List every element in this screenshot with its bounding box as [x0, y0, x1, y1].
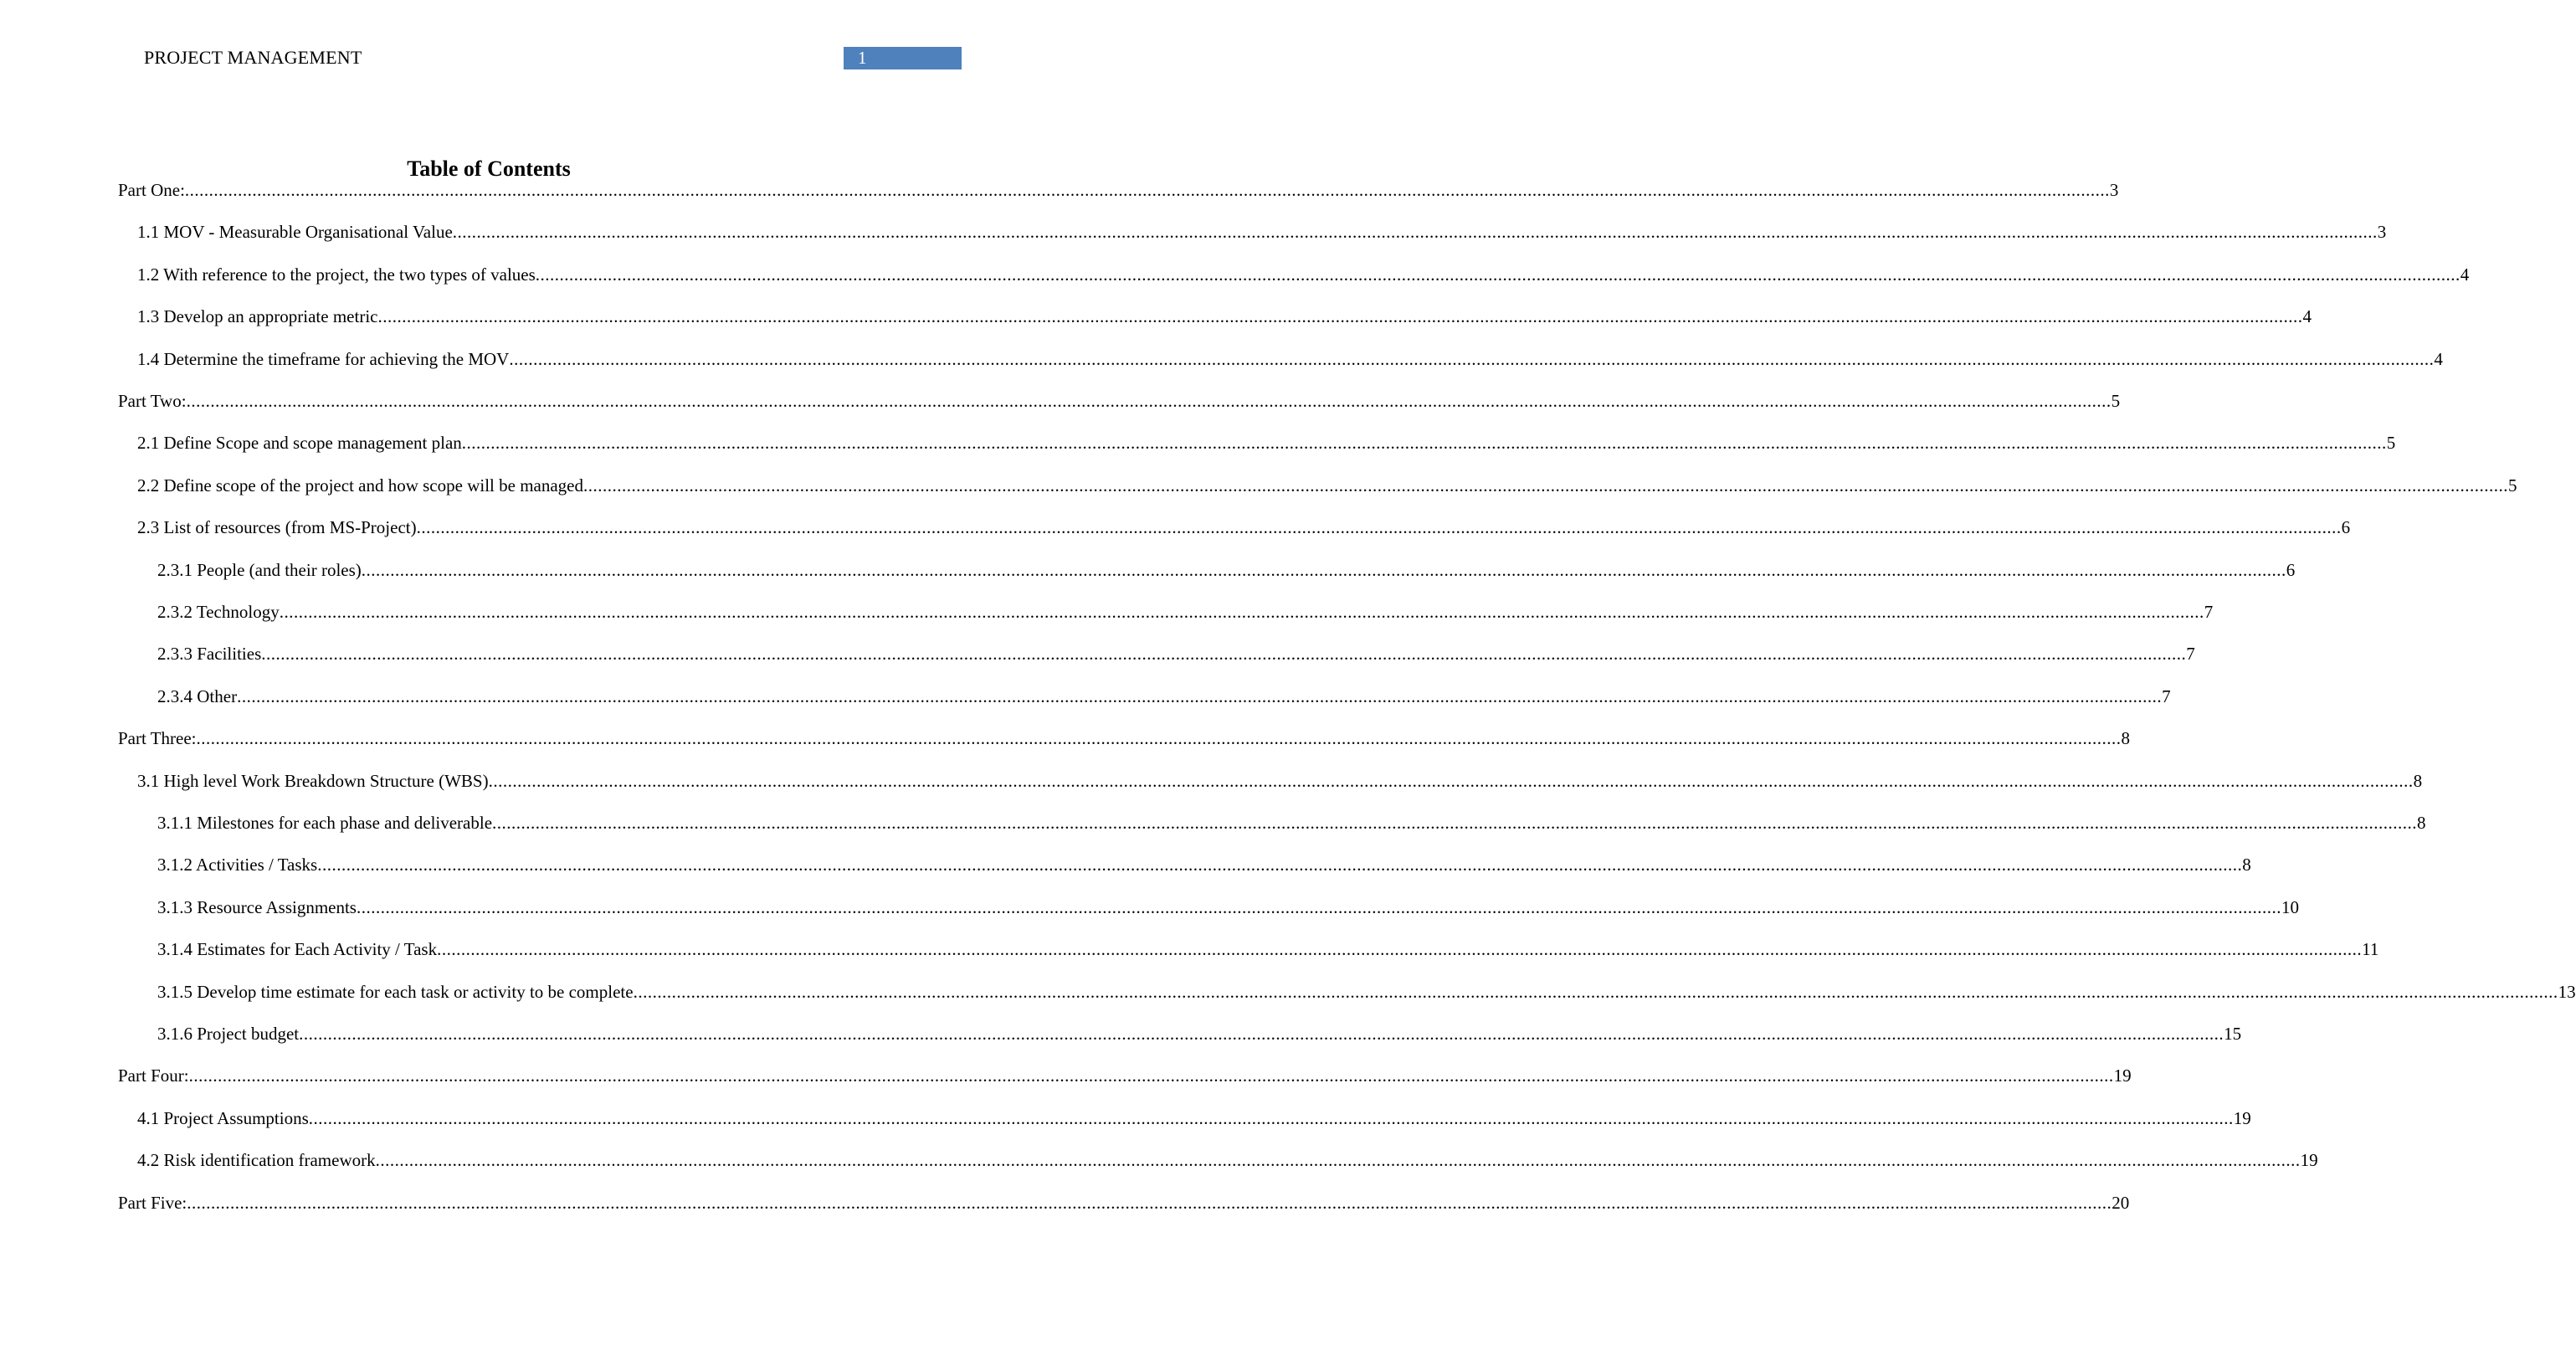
toc-dot-leader: ................................................................................................................................................................................................................................................................................................................................................................................................................ — [196, 728, 2122, 749]
toc-entry-page: 3 — [2109, 180, 2119, 200]
toc-entry[interactable] — [137, 262, 2470, 287]
toc-dot-leader: ................................................................................................................................................................................................................................................................................................................................................................................................................ — [361, 559, 2286, 580]
toc-entry-label: 2.3.3 Facilities — [157, 644, 262, 665]
toc-entry-page: 13 — [2558, 981, 2576, 1002]
toc-entry[interactable] — [157, 1021, 2242, 1046]
toc-dot-leader: ................................................................................................................................................................................................................................................................................................................................................................................................................ — [317, 855, 2243, 875]
toc-entry-label: Part Five: — [118, 1192, 187, 1213]
toc-entry[interactable] — [137, 219, 2387, 244]
toc-dot-leader: ................................................................................................................................................................................................................................................................................................................................................................................................................ — [488, 770, 2414, 791]
toc-heading: Table of Contents — [407, 157, 571, 181]
toc-dot-leader: ................................................................................................................................................................................................................................................................................................................................................................................................................ — [437, 939, 2363, 960]
toc-dot-leader: ................................................................................................................................................................................................................................................................................................................................................................................................................ — [184, 180, 2110, 200]
toc-entry-page: 3 — [2377, 222, 2387, 243]
toc-entry[interactable] — [157, 641, 2195, 666]
toc-entry[interactable] — [157, 599, 2214, 624]
toc-dot-leader: ................................................................................................................................................................................................................................................................................................................................................................................................................ — [261, 644, 2187, 665]
toc-entry-label: 4.2 Risk identification framework — [137, 1150, 376, 1171]
toc-entry[interactable] — [157, 852, 2251, 877]
toc-dot-leader: ................................................................................................................................................................................................................................................................................................................................................................................................................ — [188, 1065, 2114, 1086]
toc-entry[interactable] — [137, 430, 2396, 455]
toc-entry-page: 4 — [2302, 306, 2312, 327]
toc-entry-label: 2.3.2 Technology — [157, 602, 280, 622]
toc-entry-page: 11 — [2362, 939, 2379, 960]
toc-entry[interactable] — [157, 684, 2171, 709]
toc-entry-page: 19 — [2113, 1065, 2132, 1086]
toc-dot-leader: ................................................................................................................................................................................................................................................................................................................................................................................................................ — [583, 475, 2508, 496]
toc-entry[interactable] — [157, 895, 2299, 920]
toc-entry-label: 2.3 List of resources (from MS-Project) — [137, 517, 417, 538]
toc-entry-label: 2.3.1 People (and their roles) — [157, 559, 362, 580]
toc-dot-leader: ................................................................................................................................................................................................................................................................................................................................................................................................................ — [416, 517, 2342, 538]
toc-entry-page: 7 — [2204, 602, 2214, 622]
toc-entry-label: Part Four: — [118, 1065, 189, 1086]
toc-entry-page: 6 — [2286, 559, 2296, 580]
toc-entry-page: 8 — [2417, 813, 2426, 833]
toc-dot-leader: ................................................................................................................................................................................................................................................................................................................................................................................................................ — [461, 433, 2387, 454]
toc-entry-label: Part One: — [118, 180, 185, 200]
toc-dot-leader: ................................................................................................................................................................................................................................................................................................................................................................................................................ — [187, 1192, 2112, 1213]
toc-entry[interactable] — [157, 557, 2296, 583]
toc-entry[interactable] — [157, 937, 2379, 962]
toc-entry[interactable] — [157, 979, 2576, 1004]
toc-entry[interactable] — [137, 304, 2312, 329]
toc-dot-leader: ................................................................................................................................................................................................................................................................................................................................................................................................................ — [509, 348, 2435, 369]
toc-entry[interactable] — [118, 1063, 2132, 1088]
toc-entry-label: 1.1 MOV - Measurable Organisational Value — [137, 222, 453, 243]
toc-entry[interactable] — [137, 473, 2517, 498]
toc-entry-label: 3.1.2 Activities / Tasks — [157, 855, 318, 875]
toc-entry-page: 10 — [2281, 896, 2299, 917]
toc-entry-label: 2.3.4 Other — [157, 686, 238, 706]
toc-entry[interactable] — [137, 768, 2423, 793]
toc-entry-label: Part Three: — [118, 728, 197, 749]
toc-entry-label: 1.2 With reference to the project, the two types of values — [137, 264, 536, 285]
toc-entry-label: 1.4 Determine the timeframe for achieving the MOV — [137, 348, 510, 369]
toc-entry-page: 8 — [2242, 855, 2251, 875]
toc-entry-page: 19 — [2233, 1107, 2251, 1128]
toc-entry-label: 3.1.3 Resource Assignments — [157, 896, 357, 917]
toc-entry-page: 7 — [2186, 644, 2195, 665]
toc-dot-leader: ................................................................................................................................................................................................................................................................................................................................................................................................................ — [356, 896, 2281, 917]
toc-entry-page: 8 — [2413, 770, 2423, 791]
toc-entry-label: Part Two: — [118, 391, 187, 411]
toc-entry-label: 3.1 High level Work Breakdown Structure (WBS) — [137, 770, 489, 791]
toc-entry[interactable] — [137, 1148, 2318, 1173]
toc-entry[interactable] — [118, 726, 2130, 751]
toc-dot-leader: ................................................................................................................................................................................................................................................................................................................................................................................................................ — [452, 222, 2378, 243]
toc-entry-label: 3.1.1 Milestones for each phase and deliverable — [157, 813, 493, 833]
toc-entry-label: 4.1 Project Assumptions — [137, 1107, 309, 1128]
toc-dot-leader: ................................................................................................................................................................................................................................................................................................................................................................................................................ — [375, 1150, 2301, 1171]
toc-dot-leader: ................................................................................................................................................................................................................................................................................................................................................................................................................ — [377, 306, 2303, 327]
toc-dot-leader: ................................................................................................................................................................................................................................................................................................................................................................................................................ — [237, 686, 2163, 706]
toc-entry-page: 20 — [2112, 1192, 2130, 1213]
toc-entry[interactable] — [137, 347, 2443, 372]
toc-entry-page: 5 — [2508, 475, 2517, 496]
toc-dot-leader: ................................................................................................................................................................................................................................................................................................................................................................................................................ — [535, 264, 2461, 285]
toc-entry-page: 8 — [2121, 728, 2130, 749]
toc-entry-page: 15 — [2224, 1024, 2242, 1044]
toc-dot-leader: ................................................................................................................................................................................................................................................................................................................................................................................................................ — [186, 391, 2112, 411]
toc-entry[interactable] — [118, 388, 2121, 413]
toc-entry-label: 3.1.6 Project budget — [157, 1024, 300, 1044]
running-header-title: PROJECT MANAGEMENT — [144, 47, 362, 68]
toc-entry-label: 2.1 Define Scope and scope management plan — [137, 433, 462, 454]
toc-entry[interactable] — [137, 515, 2351, 540]
toc-entry-page: 5 — [2386, 433, 2396, 454]
toc-dot-leader: ................................................................................................................................................................................................................................................................................................................................................................................................................ — [299, 1024, 2224, 1044]
toc-entry-label: 1.3 Develop an appropriate metric — [137, 306, 378, 327]
toc-entry-page: 4 — [2460, 264, 2470, 285]
toc-entry-label: 3.1.5 Develop time estimate for each task or activity to be complete — [157, 981, 634, 1002]
toc-entry[interactable] — [157, 810, 2426, 835]
page-number: 1 — [858, 48, 867, 68]
toc-entry[interactable] — [137, 1106, 2251, 1131]
toc-entry-page: 19 — [2300, 1150, 2318, 1171]
toc-entry-label: 3.1.4 Estimates for Each Activity / Task — [157, 939, 438, 960]
toc-dot-leader: ................................................................................................................................................................................................................................................................................................................................................................................................................ — [279, 602, 2204, 622]
toc-entry-page: 7 — [2162, 686, 2171, 706]
toc-dot-leader: ................................................................................................................................................................................................................................................................................................................................................................................................................ — [308, 1107, 2234, 1128]
toc-dot-leader: ................................................................................................................................................................................................................................................................................................................................................................................................................ — [633, 981, 2558, 1002]
toc-entry[interactable] — [118, 177, 2119, 203]
toc-entry-page: 4 — [2434, 348, 2443, 369]
toc-dot-leader: ................................................................................................................................................................................................................................................................................................................................................................................................................ — [492, 813, 2418, 833]
toc-entry[interactable] — [118, 1190, 2130, 1215]
toc-entry-page: 6 — [2341, 517, 2351, 538]
toc-entry-page: 5 — [2111, 391, 2121, 411]
toc-entry-label: 2.2 Define scope of the project and how scope will be managed — [137, 475, 583, 496]
